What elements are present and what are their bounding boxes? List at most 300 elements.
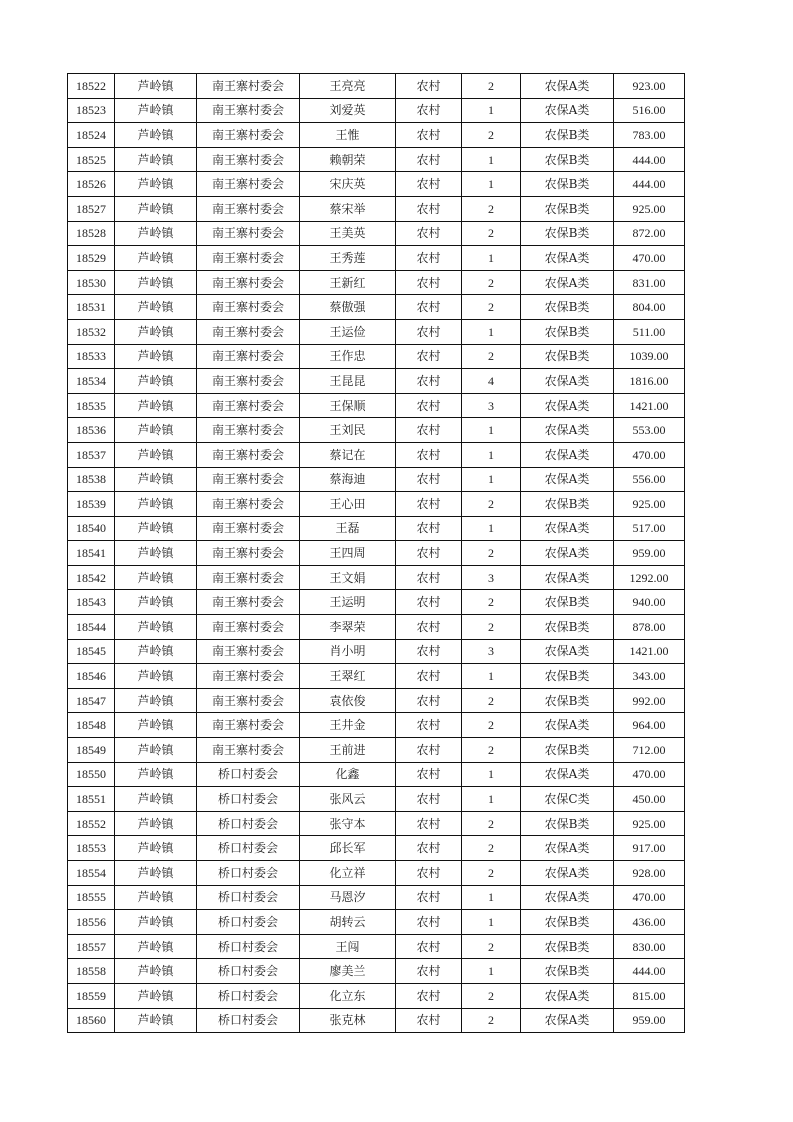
cell-count: 2 xyxy=(462,590,521,615)
cell-type: 农村 xyxy=(396,565,462,590)
cell-village: 南王寨村委会 xyxy=(197,516,300,541)
cell-village: 桥口村委会 xyxy=(197,983,300,1008)
cell-village: 南王寨村委会 xyxy=(197,147,300,172)
cell-town: 芦岭镇 xyxy=(115,295,197,320)
cell-count: 1 xyxy=(462,147,521,172)
cell-id: 18551 xyxy=(68,787,115,812)
table-row xyxy=(68,74,685,99)
cell-name: 化鑫 xyxy=(300,762,396,787)
cell-type: 农村 xyxy=(396,172,462,197)
cell-amount: 831.00 xyxy=(614,270,685,295)
cell-category: 农保A类 xyxy=(521,836,614,861)
cell-amount: 1421.00 xyxy=(614,393,685,418)
cell-id: 18525 xyxy=(68,147,115,172)
cell-village: 南王寨村委会 xyxy=(197,541,300,566)
cell-count: 1 xyxy=(462,319,521,344)
cell-name: 王心田 xyxy=(300,492,396,517)
cell-category: 农保C类 xyxy=(521,787,614,812)
cell-name: 王闯 xyxy=(300,934,396,959)
cell-amount: 517.00 xyxy=(614,516,685,541)
cell-amount: 830.00 xyxy=(614,934,685,959)
cell-count: 2 xyxy=(462,688,521,713)
cell-id: 18558 xyxy=(68,959,115,984)
cell-type: 农村 xyxy=(396,123,462,148)
cell-town: 芦岭镇 xyxy=(115,885,197,910)
cell-amount: 343.00 xyxy=(614,664,685,689)
table-row xyxy=(68,147,685,172)
cell-type: 农村 xyxy=(396,664,462,689)
cell-village: 南王寨村委会 xyxy=(197,442,300,467)
cell-village: 南王寨村委会 xyxy=(197,565,300,590)
table-row xyxy=(68,861,685,886)
cell-id: 18544 xyxy=(68,615,115,640)
cell-amount: 444.00 xyxy=(614,959,685,984)
cell-name: 化立东 xyxy=(300,983,396,1008)
cell-town: 芦岭镇 xyxy=(115,98,197,123)
cell-type: 农村 xyxy=(396,246,462,271)
cell-category: 农保A类 xyxy=(521,393,614,418)
cell-town: 芦岭镇 xyxy=(115,516,197,541)
cell-village: 南王寨村委会 xyxy=(197,688,300,713)
cell-type: 农村 xyxy=(396,885,462,910)
cell-village: 桥口村委会 xyxy=(197,1008,300,1033)
cell-amount: 878.00 xyxy=(614,615,685,640)
table-row xyxy=(68,836,685,861)
cell-category: 农保A类 xyxy=(521,639,614,664)
cell-name: 蔡宋举 xyxy=(300,196,396,221)
cell-town: 芦岭镇 xyxy=(115,172,197,197)
cell-town: 芦岭镇 xyxy=(115,319,197,344)
cell-category: 农保B类 xyxy=(521,492,614,517)
cell-id: 18524 xyxy=(68,123,115,148)
cell-village: 南王寨村委会 xyxy=(197,196,300,221)
cell-village: 南王寨村委会 xyxy=(197,172,300,197)
cell-village: 南王寨村委会 xyxy=(197,344,300,369)
cell-name: 王四周 xyxy=(300,541,396,566)
table-row xyxy=(68,910,685,935)
cell-amount: 444.00 xyxy=(614,147,685,172)
cell-count: 2 xyxy=(462,196,521,221)
cell-name: 王井金 xyxy=(300,713,396,738)
cell-name: 王秀莲 xyxy=(300,246,396,271)
cell-village: 桥口村委会 xyxy=(197,811,300,836)
cell-id: 18527 xyxy=(68,196,115,221)
table-row xyxy=(68,246,685,271)
table-row xyxy=(68,196,685,221)
cell-village: 桥口村委会 xyxy=(197,910,300,935)
cell-category: 农保A类 xyxy=(521,246,614,271)
cell-type: 农村 xyxy=(396,369,462,394)
cell-town: 芦岭镇 xyxy=(115,811,197,836)
cell-name: 王美英 xyxy=(300,221,396,246)
cell-id: 18534 xyxy=(68,369,115,394)
cell-count: 1 xyxy=(462,442,521,467)
cell-name: 王新红 xyxy=(300,270,396,295)
cell-amount: 964.00 xyxy=(614,713,685,738)
cell-amount: 1816.00 xyxy=(614,369,685,394)
cell-type: 农村 xyxy=(396,713,462,738)
cell-name: 袁依俊 xyxy=(300,688,396,713)
cell-village: 桥口村委会 xyxy=(197,885,300,910)
cell-type: 农村 xyxy=(396,738,462,763)
cell-type: 农村 xyxy=(396,590,462,615)
cell-amount: 712.00 xyxy=(614,738,685,763)
table-row xyxy=(68,98,685,123)
cell-category: 农保A类 xyxy=(521,541,614,566)
cell-amount: 444.00 xyxy=(614,172,685,197)
cell-name: 王亮亮 xyxy=(300,74,396,99)
cell-town: 芦岭镇 xyxy=(115,787,197,812)
cell-town: 芦岭镇 xyxy=(115,959,197,984)
cell-count: 1 xyxy=(462,664,521,689)
cell-type: 农村 xyxy=(396,959,462,984)
cell-village: 南王寨村委会 xyxy=(197,319,300,344)
cell-id: 18536 xyxy=(68,418,115,443)
cell-count: 2 xyxy=(462,492,521,517)
cell-amount: 940.00 xyxy=(614,590,685,615)
cell-type: 农村 xyxy=(396,836,462,861)
cell-type: 农村 xyxy=(396,516,462,541)
cell-name: 王昆昆 xyxy=(300,369,396,394)
cell-village: 南王寨村委会 xyxy=(197,221,300,246)
cell-category: 农保A类 xyxy=(521,762,614,787)
table-row xyxy=(68,123,685,148)
cell-amount: 1421.00 xyxy=(614,639,685,664)
cell-type: 农村 xyxy=(396,688,462,713)
cell-count: 1 xyxy=(462,959,521,984)
cell-category: 农保A类 xyxy=(521,516,614,541)
cell-type: 农村 xyxy=(396,541,462,566)
cell-id: 18542 xyxy=(68,565,115,590)
cell-town: 芦岭镇 xyxy=(115,615,197,640)
table-row xyxy=(68,615,685,640)
table-row xyxy=(68,221,685,246)
cell-category: 农保B类 xyxy=(521,959,614,984)
cell-name: 王文娟 xyxy=(300,565,396,590)
cell-town: 芦岭镇 xyxy=(115,147,197,172)
cell-type: 农村 xyxy=(396,98,462,123)
cell-village: 南王寨村委会 xyxy=(197,98,300,123)
cell-category: 农保B类 xyxy=(521,196,614,221)
table-row xyxy=(68,541,685,566)
table-row xyxy=(68,319,685,344)
cell-village: 桥口村委会 xyxy=(197,762,300,787)
cell-village: 南王寨村委会 xyxy=(197,738,300,763)
table-row xyxy=(68,418,685,443)
cell-id: 18540 xyxy=(68,516,115,541)
table-row xyxy=(68,811,685,836)
cell-count: 2 xyxy=(462,713,521,738)
cell-village: 南王寨村委会 xyxy=(197,492,300,517)
cell-id: 18549 xyxy=(68,738,115,763)
table-row xyxy=(68,442,685,467)
cell-village: 南王寨村委会 xyxy=(197,615,300,640)
cell-id: 18530 xyxy=(68,270,115,295)
cell-category: 农保B类 xyxy=(521,172,614,197)
cell-category: 农保B类 xyxy=(521,344,614,369)
cell-type: 农村 xyxy=(396,147,462,172)
cell-id: 18545 xyxy=(68,639,115,664)
cell-category: 农保A类 xyxy=(521,565,614,590)
cell-town: 芦岭镇 xyxy=(115,713,197,738)
table-row xyxy=(68,983,685,1008)
table-row xyxy=(68,590,685,615)
cell-category: 农保B类 xyxy=(521,147,614,172)
cell-amount: 815.00 xyxy=(614,983,685,1008)
cell-id: 18532 xyxy=(68,319,115,344)
cell-village: 南王寨村委会 xyxy=(197,664,300,689)
cell-type: 农村 xyxy=(396,983,462,1008)
cell-town: 芦岭镇 xyxy=(115,910,197,935)
cell-count: 2 xyxy=(462,1008,521,1033)
cell-type: 农村 xyxy=(396,319,462,344)
cell-village: 南王寨村委会 xyxy=(197,639,300,664)
cell-type: 农村 xyxy=(396,787,462,812)
cell-category: 农保A类 xyxy=(521,74,614,99)
cell-type: 农村 xyxy=(396,467,462,492)
cell-amount: 450.00 xyxy=(614,787,685,812)
table-row xyxy=(68,516,685,541)
cell-village: 南王寨村委会 xyxy=(197,713,300,738)
cell-type: 农村 xyxy=(396,1008,462,1033)
cell-id: 18526 xyxy=(68,172,115,197)
cell-name: 王惟 xyxy=(300,123,396,148)
cell-category: 农保A类 xyxy=(521,1008,614,1033)
cell-type: 农村 xyxy=(396,861,462,886)
cell-amount: 783.00 xyxy=(614,123,685,148)
table-row xyxy=(68,565,685,590)
cell-amount: 1292.00 xyxy=(614,565,685,590)
table-row xyxy=(68,1008,685,1033)
cell-name: 王刘民 xyxy=(300,418,396,443)
cell-village: 南王寨村委会 xyxy=(197,590,300,615)
cell-count: 1 xyxy=(462,885,521,910)
cell-count: 2 xyxy=(462,811,521,836)
table-row xyxy=(68,688,685,713)
cell-type: 农村 xyxy=(396,295,462,320)
cell-name: 王作忠 xyxy=(300,344,396,369)
table-row xyxy=(68,344,685,369)
table-row xyxy=(68,762,685,787)
cell-village: 南王寨村委会 xyxy=(197,295,300,320)
cell-name: 王磊 xyxy=(300,516,396,541)
cell-village: 南王寨村委会 xyxy=(197,393,300,418)
cell-count: 1 xyxy=(462,246,521,271)
table-row xyxy=(68,959,685,984)
table-row xyxy=(68,467,685,492)
cell-amount: 928.00 xyxy=(614,861,685,886)
cell-name: 蔡傲强 xyxy=(300,295,396,320)
cell-town: 芦岭镇 xyxy=(115,221,197,246)
cell-count: 1 xyxy=(462,467,521,492)
cell-village: 南王寨村委会 xyxy=(197,246,300,271)
cell-count: 2 xyxy=(462,861,521,886)
cell-count: 2 xyxy=(462,738,521,763)
cell-count: 2 xyxy=(462,934,521,959)
table-row xyxy=(68,787,685,812)
cell-town: 芦岭镇 xyxy=(115,861,197,886)
cell-count: 1 xyxy=(462,172,521,197)
cell-id: 18547 xyxy=(68,688,115,713)
cell-count: 2 xyxy=(462,541,521,566)
cell-amount: 804.00 xyxy=(614,295,685,320)
cell-count: 2 xyxy=(462,983,521,1008)
table-body xyxy=(68,74,685,1033)
cell-type: 农村 xyxy=(396,221,462,246)
cell-amount: 436.00 xyxy=(614,910,685,935)
cell-amount: 959.00 xyxy=(614,541,685,566)
cell-count: 1 xyxy=(462,516,521,541)
cell-count: 1 xyxy=(462,787,521,812)
cell-type: 农村 xyxy=(396,639,462,664)
cell-village: 桥口村委会 xyxy=(197,934,300,959)
cell-amount: 553.00 xyxy=(614,418,685,443)
cell-village: 桥口村委会 xyxy=(197,836,300,861)
cell-amount: 556.00 xyxy=(614,467,685,492)
cell-count: 4 xyxy=(462,369,521,394)
cell-category: 农保A类 xyxy=(521,270,614,295)
cell-count: 2 xyxy=(462,295,521,320)
cell-category: 农保A类 xyxy=(521,885,614,910)
table-row xyxy=(68,713,685,738)
cell-amount: 511.00 xyxy=(614,319,685,344)
cell-name: 张风云 xyxy=(300,787,396,812)
cell-name: 宋庆英 xyxy=(300,172,396,197)
cell-name: 王前进 xyxy=(300,738,396,763)
table-row xyxy=(68,295,685,320)
cell-category: 农保B类 xyxy=(521,221,614,246)
cell-town: 芦岭镇 xyxy=(115,344,197,369)
cell-name: 王翠红 xyxy=(300,664,396,689)
cell-id: 18557 xyxy=(68,934,115,959)
cell-count: 3 xyxy=(462,639,521,664)
cell-id: 18529 xyxy=(68,246,115,271)
cell-category: 农保A类 xyxy=(521,713,614,738)
cell-id: 18533 xyxy=(68,344,115,369)
cell-category: 农保B类 xyxy=(521,910,614,935)
cell-town: 芦岭镇 xyxy=(115,492,197,517)
cell-town: 芦岭镇 xyxy=(115,565,197,590)
cell-id: 18552 xyxy=(68,811,115,836)
table-row xyxy=(68,738,685,763)
cell-type: 农村 xyxy=(396,393,462,418)
table-row xyxy=(68,172,685,197)
cell-town: 芦岭镇 xyxy=(115,934,197,959)
cell-type: 农村 xyxy=(396,492,462,517)
cell-count: 2 xyxy=(462,615,521,640)
cell-town: 芦岭镇 xyxy=(115,442,197,467)
cell-id: 18543 xyxy=(68,590,115,615)
cell-id: 18539 xyxy=(68,492,115,517)
cell-id: 18523 xyxy=(68,98,115,123)
cell-count: 2 xyxy=(462,270,521,295)
cell-type: 农村 xyxy=(396,910,462,935)
cell-amount: 925.00 xyxy=(614,196,685,221)
cell-town: 芦岭镇 xyxy=(115,393,197,418)
cell-town: 芦岭镇 xyxy=(115,467,197,492)
cell-id: 18550 xyxy=(68,762,115,787)
cell-type: 农村 xyxy=(396,418,462,443)
cell-id: 18522 xyxy=(68,74,115,99)
cell-amount: 516.00 xyxy=(614,98,685,123)
cell-name: 张克林 xyxy=(300,1008,396,1033)
cell-amount: 992.00 xyxy=(614,688,685,713)
cell-category: 农保B类 xyxy=(521,590,614,615)
cell-type: 农村 xyxy=(396,934,462,959)
table-row xyxy=(68,934,685,959)
cell-id: 18537 xyxy=(68,442,115,467)
cell-name: 王运俭 xyxy=(300,319,396,344)
cell-count: 1 xyxy=(462,418,521,443)
table-row xyxy=(68,270,685,295)
cell-category: 农保B类 xyxy=(521,934,614,959)
cell-count: 3 xyxy=(462,393,521,418)
cell-name: 马恩汐 xyxy=(300,885,396,910)
cell-village: 南王寨村委会 xyxy=(197,467,300,492)
cell-town: 芦岭镇 xyxy=(115,762,197,787)
cell-name: 蔡记在 xyxy=(300,442,396,467)
cell-category: 农保B类 xyxy=(521,811,614,836)
cell-category: 农保A类 xyxy=(521,98,614,123)
cell-village: 南王寨村委会 xyxy=(197,123,300,148)
cell-count: 2 xyxy=(462,74,521,99)
cell-amount: 959.00 xyxy=(614,1008,685,1033)
cell-type: 农村 xyxy=(396,270,462,295)
cell-id: 18555 xyxy=(68,885,115,910)
cell-category: 农保B类 xyxy=(521,688,614,713)
cell-count: 2 xyxy=(462,221,521,246)
cell-town: 芦岭镇 xyxy=(115,590,197,615)
table-row xyxy=(68,639,685,664)
cell-town: 芦岭镇 xyxy=(115,688,197,713)
cell-village: 南王寨村委会 xyxy=(197,418,300,443)
cell-id: 18556 xyxy=(68,910,115,935)
cell-id: 18535 xyxy=(68,393,115,418)
cell-town: 芦岭镇 xyxy=(115,196,197,221)
data-table xyxy=(67,73,685,1033)
cell-id: 18548 xyxy=(68,713,115,738)
cell-category: 农保B类 xyxy=(521,738,614,763)
cell-name: 李翠荣 xyxy=(300,615,396,640)
cell-id: 18546 xyxy=(68,664,115,689)
cell-id: 18541 xyxy=(68,541,115,566)
cell-town: 芦岭镇 xyxy=(115,369,197,394)
cell-id: 18553 xyxy=(68,836,115,861)
cell-village: 南王寨村委会 xyxy=(197,74,300,99)
cell-category: 农保B类 xyxy=(521,319,614,344)
cell-category: 农保A类 xyxy=(521,467,614,492)
cell-category: 农保A类 xyxy=(521,983,614,1008)
cell-type: 农村 xyxy=(396,615,462,640)
cell-amount: 470.00 xyxy=(614,246,685,271)
table-row xyxy=(68,369,685,394)
cell-count: 2 xyxy=(462,344,521,369)
cell-name: 刘爱英 xyxy=(300,98,396,123)
cell-name: 蔡海迪 xyxy=(300,467,396,492)
cell-type: 农村 xyxy=(396,762,462,787)
cell-name: 王运明 xyxy=(300,590,396,615)
cell-type: 农村 xyxy=(396,442,462,467)
cell-category: 农保A类 xyxy=(521,369,614,394)
cell-town: 芦岭镇 xyxy=(115,639,197,664)
cell-amount: 470.00 xyxy=(614,885,685,910)
cell-count: 3 xyxy=(462,565,521,590)
cell-count: 1 xyxy=(462,98,521,123)
cell-town: 芦岭镇 xyxy=(115,664,197,689)
cell-amount: 1039.00 xyxy=(614,344,685,369)
cell-name: 廖美兰 xyxy=(300,959,396,984)
cell-town: 芦岭镇 xyxy=(115,74,197,99)
